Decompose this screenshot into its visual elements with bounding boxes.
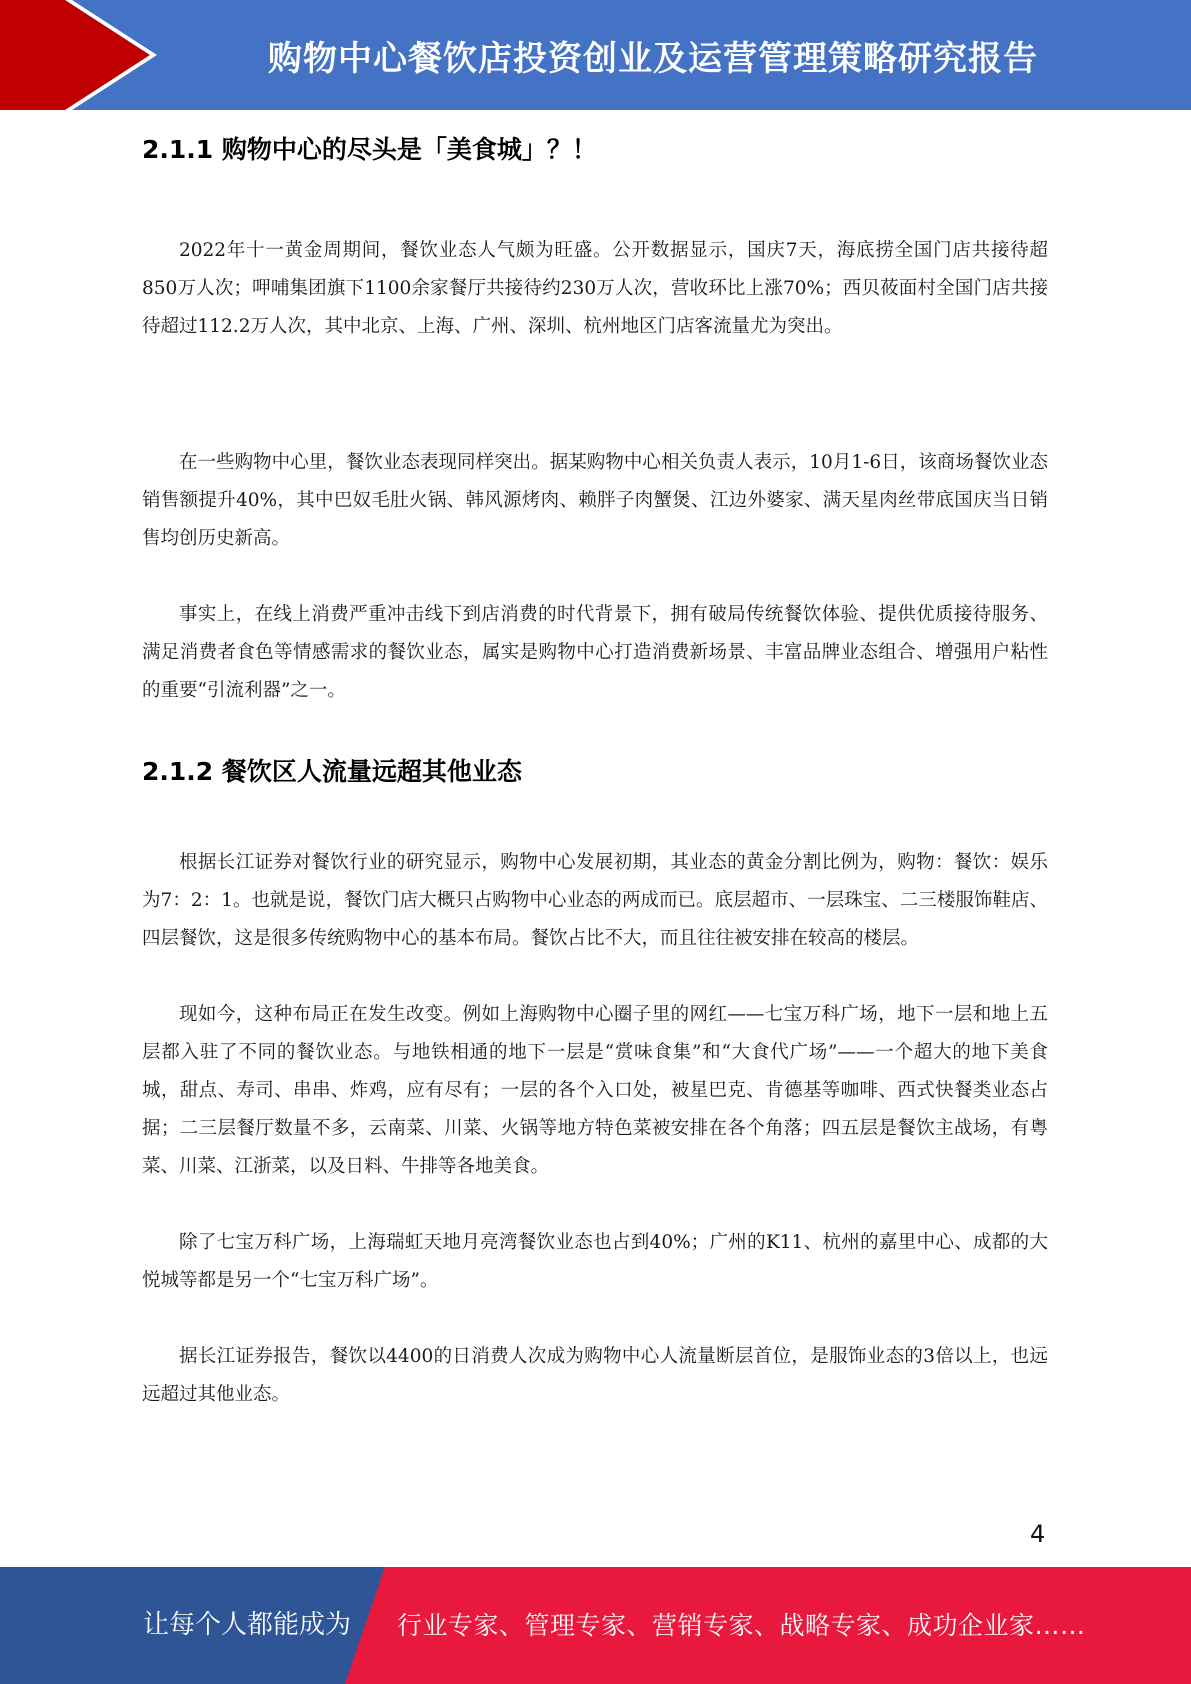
page-number: 4 bbox=[1030, 1520, 1046, 1548]
report-title: 购物中心餐饮店投资创业及运营管理策略研究报告 bbox=[268, 38, 1038, 79]
header-chevron-decoration bbox=[0, 0, 160, 110]
paragraph: 除了七宝万科广场，上海瑞虹天地月亮湾餐饮业态也占到40%；广州的K11、杭州的嘉里中心、成都的大悦城等都是另一个“七宝万科广场”。 bbox=[142, 1232, 1048, 1291]
footer-slogan-left: 让每个人都能成为 bbox=[143, 1610, 352, 1640]
page-header bbox=[0, 0, 1191, 110]
paragraph: 根据长江证券对餐饮行业的研究显示，购物中心发展初期，其业态的黄金分割比例为，购物：餐饮：娱乐为7：2：1。也就是说，餐饮门店大概只占购物中心业态的两成而已。底层超市、一层珠宝、二三楼服饰鞋店、四层餐饮，这是很多传统购物中心的基本布局。餐饮占比不大，而且往往被安排在较高的楼层。 bbox=[142, 852, 1048, 949]
section-heading-2-1-2: 2.1.2 餐饮区人流量远超其他业态 bbox=[142, 757, 522, 786]
paragraph: 现如今，这种布局正在发生改变。例如上海购物中心圈子里的网红——七宝万科广场，地下一层和地上五层都入驻了不同的餐饮业态。与地铁相通的地下一层是“赏味食集”和“大食代广场”——一个超大的地下美食城，甜点、寿司、串串、炸鸡，应有尽有；一层的各个入口处，被星巴克、肯德基等咖啡、西式快餐类业态占据；二三层餐厅数量不多，云南菜、川菜、火锅等地方特色菜被安排在各个角落；四五层是餐饮主战场，有粤菜、川菜、江浙菜，以及日料、牛排等各地美食。 bbox=[142, 1004, 1048, 1177]
footer-slogan-right: 行业专家、管理专家、营销专家、战略专家、成功企业家…… bbox=[397, 1611, 1086, 1640]
paragraph: 据长江证券报告，餐饮以4400的日消费人次成为购物中心人流量断层首位，是服饰业态的3倍以上，也远远超过其他业态。 bbox=[142, 1346, 1048, 1405]
paragraph: 在一些购物中心里，餐饮业态表现同样突出。据某购物中心相关负责人表示，10月1-6日，该商场餐饮业态销售额提升40%，其中巴奴毛肚火锅、韩风源烤肉、赖胖子肉蟹煲、江边外婆家、满天星肉丝带底国庆当日销售均创历史新高。 bbox=[142, 452, 1048, 549]
paragraph: 2022年十一黄金周期间，餐饮业态人气颇为旺盛。公开数据显示，国庆7天，海底捞全国门店共接待超850万人次；呷哺集团旗下1100余家餐厅共接待约230万人次，营收环比上涨70%；西贝莜面村全国门店共接待超过112.2万人次，其中北京、上海、广州、深圳、杭州地区门店客流量尤为突出。 bbox=[142, 240, 1048, 337]
page-content bbox=[142, 128, 1048, 1414]
section-heading-2-1-1: 2.1.1 购物中心的尽头是「美食城」？！ bbox=[142, 135, 597, 164]
page-footer bbox=[0, 1567, 1191, 1684]
paragraph: 事实上，在线上消费严重冲击线下到店消费的时代背景下，拥有破局传统餐饮体验、提供优质接待服务、满足消费者食色等情感需求的餐饮业态，属实是购物中心打造消费新场景、丰富品牌业态组合、增强用户粘性的重要“引流利器”之一。 bbox=[142, 604, 1048, 701]
